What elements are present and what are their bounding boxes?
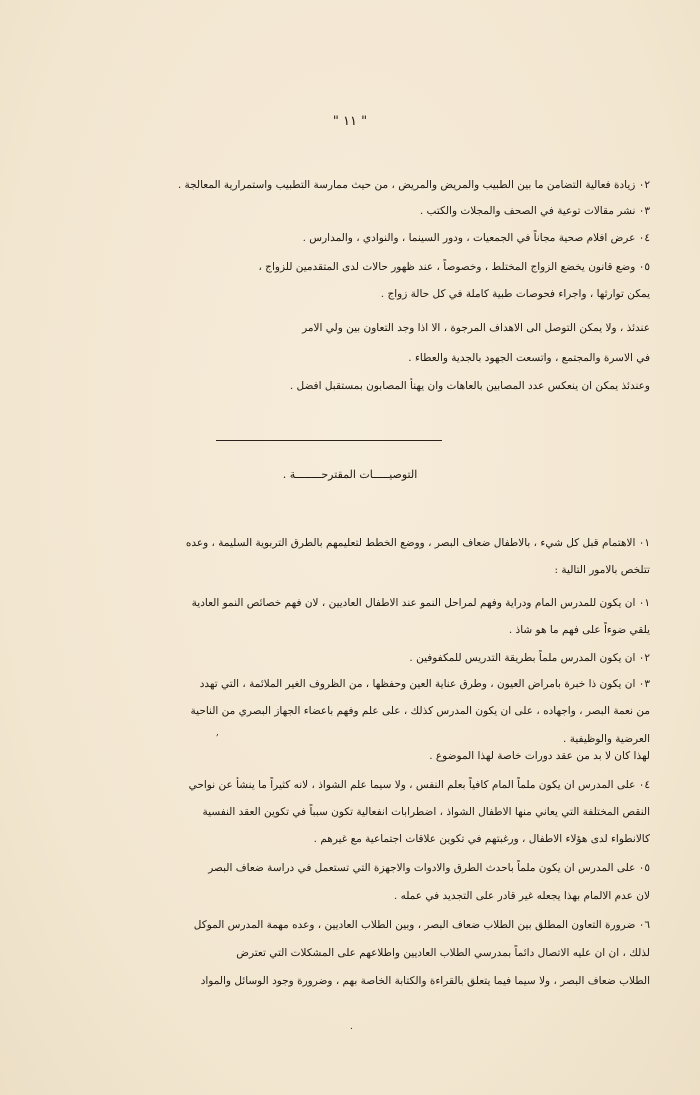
margin-mark: ,: [216, 728, 219, 738]
section-divider: [216, 440, 442, 441]
paragraph-line: لذلك ، ان ان عليه الاتصال دائماً بمدرسي الطلاب العاديين واطلاعهم على المشكلات التي تعترض: [236, 947, 650, 959]
paragraph-line: في الاسرة والمجتمع ، واتسعت الجهود بالجدية والعطاء .: [408, 352, 650, 364]
paragraph-line: ٠١ ان يكون للمدرس المام ودراية وفهم لمراحل النمو عند الاطفال العاديين ، لان فهم خصائص النمو العادية: [191, 597, 650, 609]
paragraph-line: يلقي ضوءاً على فهم ما هو شاذ .: [508, 624, 650, 636]
paragraph-line: كالانطواء لدى هؤلاء الاطفال ، ورغبتهم في تكوين علاقات اجتماعية مع غيرهم .: [313, 833, 650, 845]
section-heading: التوصيـــــات المقترحــــــــة .: [282, 468, 418, 481]
paragraph-line: ٠٣ نشر مقالات توعية في الصحف والمجلات والكتب .: [419, 205, 650, 217]
paragraph-line: يمكن توارثها ، واجراء فحوصات طبية كاملة في كل حالة زواج .: [380, 288, 650, 300]
paragraph-line: النقص المختلفة التي يعاني منها الاطفال الشواذ ، اضطرابات انفعالية تكون سبباً في تكوين العقد النفسية: [202, 806, 650, 818]
paragraph-line: عندئذ ، ولا يمكن التوصل الى الاهداف المرجوة ، الا اذا وجد التعاون بين ولي الامر: [302, 322, 650, 334]
paragraph-line: ٠٢ زيادة فعالية التضامن ما بين الطبيب والمريض والمريض ، من حيث ممارسة التطبيب واستمرارية المعالجة .: [177, 179, 650, 191]
paragraph-line: لهذا كان لا بد من عقد دورات خاصة لهذا الموضوع .: [429, 750, 650, 762]
paragraph-line: ٠٥ على المدرس ان يكون ملماً باحدث الطرق والادوات والاجهزة التي تستعمل في دراسة ضعاف البصر: [208, 862, 650, 874]
paragraph-line: ٠١ الاهتمام قبل كل شيء ، بالاطفال ضعاف البصر ، ووضع الخطط لتعليمهم بالطرق التربوية السليمة ، وعده: [185, 537, 650, 549]
paragraph-line: تتلخص بالامور التالية :: [554, 564, 650, 576]
page-number: " ١١ ": [332, 114, 368, 129]
paragraph-line: ٠٣ ان يكون ذا خبرة بامراض العيون ، وطرق عناية العين وحفظها ، من الظروف الغير الملائمة ، التي تهدد: [199, 678, 650, 690]
paragraph-line: ٠٢ ان يكون المدرس ملماً بطريقة التدريس للمكفوفين .: [409, 652, 650, 664]
paragraph-line: ٠٤ على المدرس ان يكون ملماً المام كافياً بعلم النفس ، ولا سيما علم الشواذ ، لانه كثيراً ما ينشأ عن نواحي: [188, 779, 650, 791]
margin-mark: .: [350, 1022, 353, 1032]
paragraph-line: لان عدم الالمام بهذا يجعله غير قادر على التجديد في عمله .: [393, 890, 650, 902]
paragraph-line: ٠٦ ضرورة التعاون المطلق بين الطلاب ضعاف البصر ، وبين الطلاب العاديين ، وعده مهمة المدرس الموكل: [193, 919, 650, 931]
paragraph-line: من نعمة البصر ، واجهاده ، على ان يكون المدرس كذلك ، على علم وفهم باعضاء الجهاز البصري من الناحية: [190, 705, 650, 717]
paragraph-line: العرضية والوظيفية .: [563, 733, 650, 745]
paragraph-line: ٠٥ وضع قانون يخضع الزواج المختلط ، وخصوصاً ، عند ظهور حالات لدى المتقدمين للزواج ،: [258, 261, 650, 273]
paragraph-line: ٠٤ عرض افلام صحية مجاناً في الجمعيات ، ودور السينما ، والنوادي ، والمدارس .: [302, 232, 650, 244]
paragraph-line: الطلاب ضعاف البصر ، ولا سيما فيما يتعلق بالقراءة والكتابة الخاصة بهم ، وضرورة وجود الوسائل والمواد: [200, 975, 650, 987]
paragraph-line: وعندئذ يمكن ان ينعكس عدد المصابين بالعاهات وان يهنأ المصابون بمستقبل افضل .: [289, 380, 650, 392]
